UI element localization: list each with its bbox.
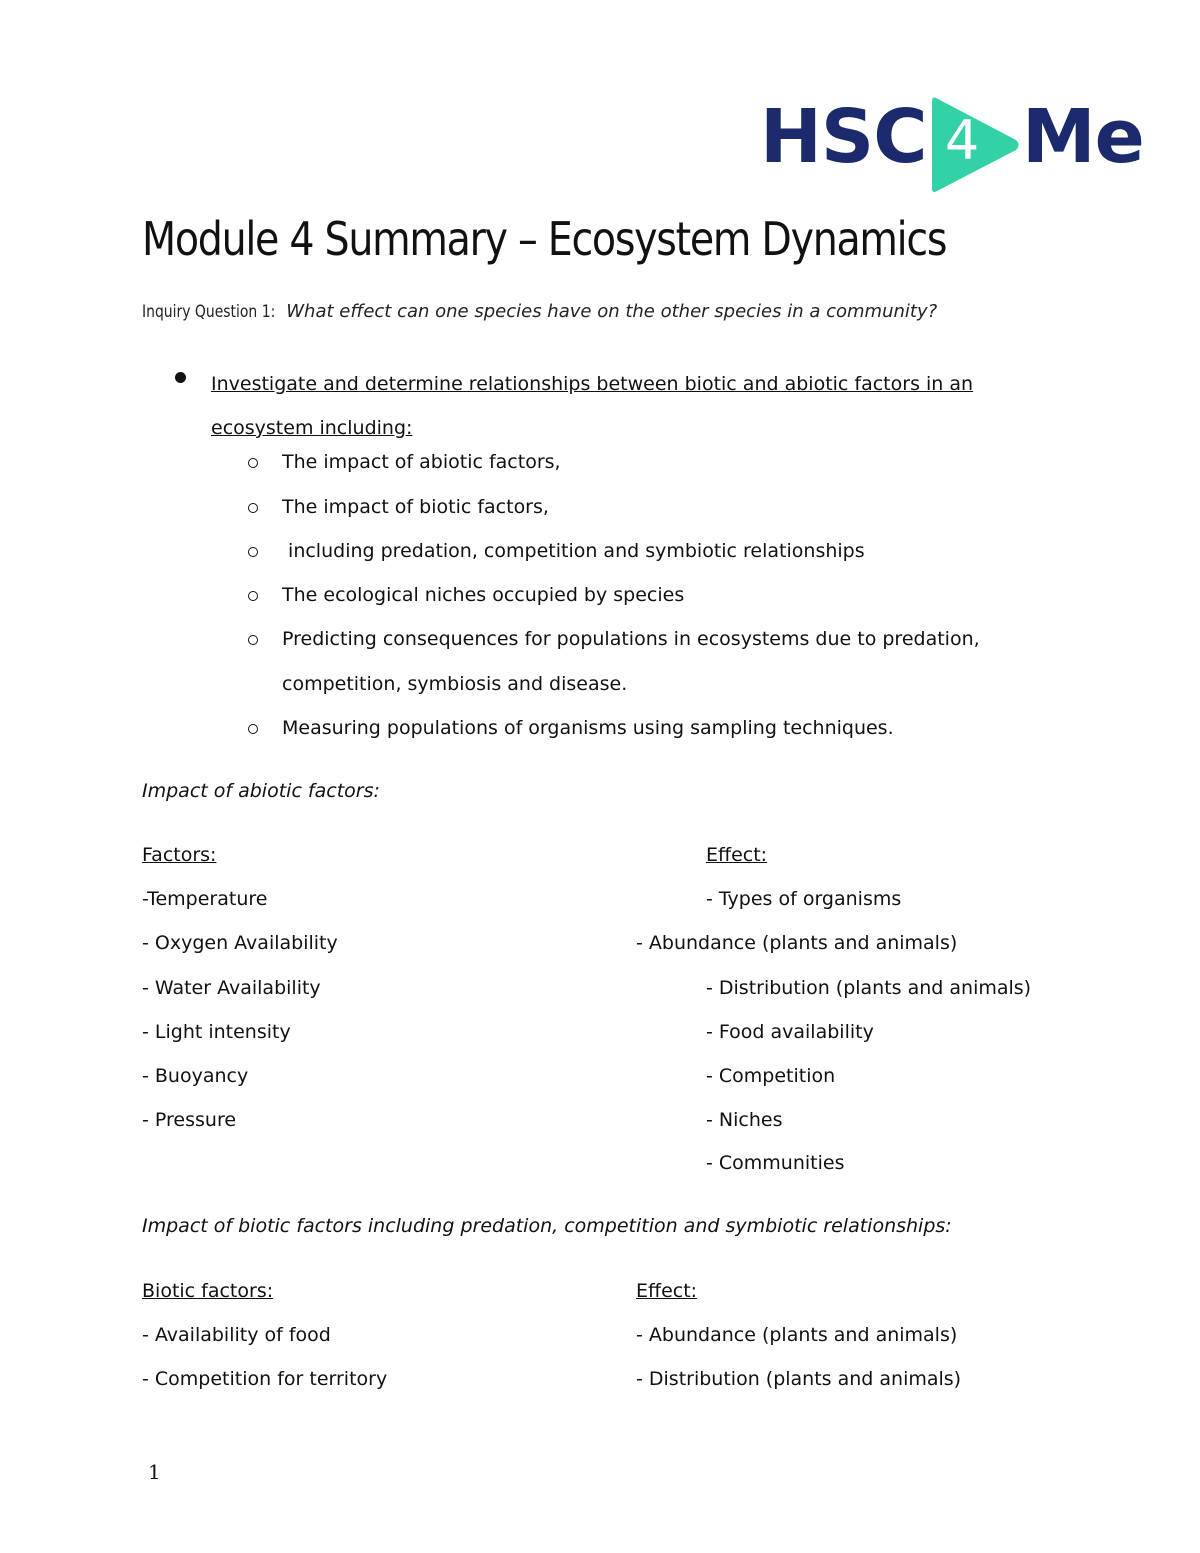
circle-bullet-icon [248, 591, 258, 601]
biotic-effect-header: Effect: [636, 1280, 698, 1302]
abiotic-effect-item: - Distribution (plants and animals) [706, 977, 1032, 999]
sub-bullet-2: The impact of biotic factors, [282, 496, 549, 518]
circle-bullet-icon [248, 635, 258, 645]
hsc4me-logo [760, 92, 1145, 198]
biotic-heading: Impact of biotic factors including predation, competition and symbiotic relationships: [142, 1215, 952, 1237]
main-bullet-text: Investigate and determine relationships between biotic and abiotic factors in an ecosystem including: [211, 373, 974, 439]
circle-bullet-icon [248, 458, 258, 468]
abiotic-effect-item: - Types of organisms [706, 888, 902, 910]
circle-bullet-icon [248, 547, 258, 557]
inquiry-question [142, 301, 937, 322]
abiotic-effect-item: - Food availability [706, 1021, 874, 1043]
abiotic-effect-item: - Communities [706, 1152, 845, 1174]
bullet-icon [175, 372, 186, 383]
biotic-effect-item: - Abundance (plants and animals) [636, 1324, 958, 1346]
abiotic-factor-item: - Water Availability [142, 977, 321, 999]
sub-bullet-6: Measuring populations of organisms using sampling techniques. [282, 717, 894, 739]
logo-hsc-text: HSC [760, 94, 927, 180]
biotic-factor-item: - Availability of food [142, 1324, 331, 1346]
sub-bullet-5: Predicting consequences for populations in ecosystems due to predation, [282, 628, 980, 650]
abiotic-effect-item: - Competition [706, 1065, 836, 1087]
abiotic-effect-header: Effect: [706, 844, 768, 866]
sub-bullet-4: The ecological niches occupied by species [282, 584, 685, 606]
abiotic-factor-item: -Temperature [142, 888, 268, 910]
sub-bullet-1: The impact of abiotic factors, [282, 451, 561, 473]
logo-me-text: Me [1022, 94, 1144, 180]
page-number: 1 [148, 1460, 161, 1484]
biotic-effect-item: - Distribution (plants and animals) [636, 1368, 962, 1390]
abiotic-factor-item: - Light intensity [142, 1021, 291, 1043]
sub-bullet-5-continued: competition, symbiosis and disease. [282, 673, 628, 695]
biotic-factors-header: Biotic factors: [142, 1280, 274, 1302]
abiotic-effect-item: - Abundance (plants and animals) [636, 932, 958, 954]
circle-bullet-icon [248, 724, 258, 734]
page-title: Module 4 Summary – Ecosystem Dynamics [142, 212, 947, 266]
inquiry-label: Inquiry Question 1: [142, 302, 276, 322]
abiotic-factor-item: - Pressure [142, 1109, 237, 1131]
abiotic-factor-item: - Buoyancy [142, 1065, 249, 1087]
abiotic-factor-item: - Oxygen Availability [142, 932, 338, 954]
sub-bullet-3: including predation, competition and symbiotic relationships [282, 540, 865, 562]
inquiry-text: What effect can one species have on the other species in a community? [286, 301, 938, 322]
abiotic-heading: Impact of abiotic factors: [142, 780, 380, 802]
circle-bullet-icon [248, 503, 258, 513]
logo-four-text: 4 [944, 109, 980, 172]
abiotic-factors-header: Factors: [142, 844, 217, 866]
abiotic-effect-item: - Niches [706, 1109, 783, 1131]
biotic-factor-item: - Competition for territory [142, 1368, 388, 1390]
